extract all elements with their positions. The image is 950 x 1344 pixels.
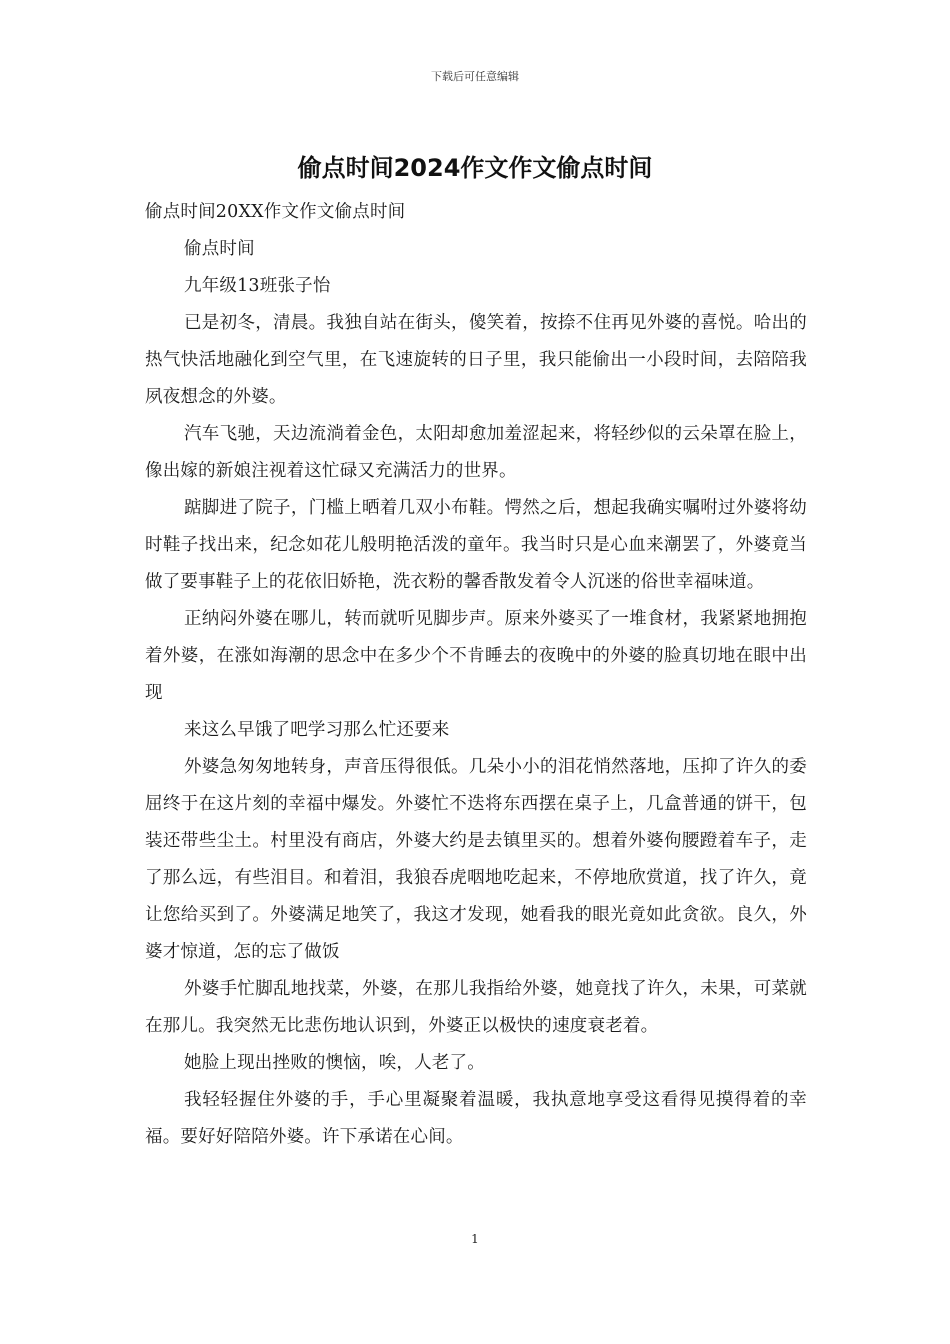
paragraph-essay-title: 偷点时间: [184, 239, 255, 259]
header-note: 下载后可任意编辑: [431, 70, 519, 83]
document-title: 偷点时间2024作文作文偷点时间: [297, 154, 653, 182]
paragraph: 踮脚进了院子，门槛上晒着几双小布鞋。愕然之后，想起我确实嘱咐过外婆将幼时鞋子找出来，纪念如花儿般明艳活泼的童年。我当时只是心血来潮罢了，外婆竟当做了要事鞋子上的花依旧娇艳，洗衣粉的馨香散发着令人沉迷的俗世幸福味道。: [145, 498, 807, 592]
document-body: [145, 194, 807, 1156]
paragraph: 已是初冬，清晨。我独自站在街头，傻笑着，按捺不住再见外婆的喜悦。哈出的热气快活地融化到空气里，在飞速旋转的日子里，我只能偷出一小段时间，去陪陪我夙夜想念的外婆。: [145, 313, 807, 407]
paragraph: 汽车飞驰，天边流淌着金色，太阳却愈加羞涩起来，将轻纱似的云朵罩在脸上，像出嫁的新娘注视着这忙碌又充满活力的世界。: [145, 424, 807, 481]
paragraph-subtitle: 偷点时间20XX作文作文偷点时间: [145, 202, 406, 222]
page-number: 1: [471, 1232, 479, 1246]
paragraph-author: 九年级13班张子怡: [184, 276, 331, 296]
paragraph: 来这么早饿了吧学习那么忙还要来: [184, 720, 450, 740]
paragraph: 我轻轻握住外婆的手，手心里凝聚着温暖，我执意地享受这看得见摸得着的幸福。要好好陪陪外婆。许下承诺在心间。: [145, 1090, 807, 1147]
paragraph: 正纳闷外婆在哪儿，转而就听见脚步声。原来外婆买了一堆食材，我紧紧地拥抱着外婆，在涨如海潮的思念中在多少个不肯睡去的夜晚中的外婆的脸真切地在眼中出现: [145, 609, 807, 703]
paragraph: 外婆急匆匆地转身，声音压得很低。几朵小小的泪花悄然落地，压抑了许久的委屈终于在这片刻的幸福中爆发。外婆忙不迭将东西摆在桌子上，几盒普通的饼干，包装还带些尘土。村里没有商店，外婆大约是去镇里买的。想着外婆佝腰蹬着车子，走了那么远，有些泪目。和着泪，我狼吞虎咽地吃起来，不停地欣赏道，找了许久，竟让您给买到了。外婆满足地笑了，我这才发现，她看我的眼光竟如此贪欲。良久，外婆才惊道，怎的忘了做饭: [145, 757, 807, 962]
paragraph: 她脸上现出挫败的懊恼，唉，人老了。: [184, 1053, 485, 1073]
paragraph: 外婆手忙脚乱地找菜，外婆，在那儿我指给外婆，她竟找了许久，未果，可菜就在那儿。我突然无比悲伤地认识到，外婆正以极快的速度衰老着。: [145, 979, 807, 1036]
